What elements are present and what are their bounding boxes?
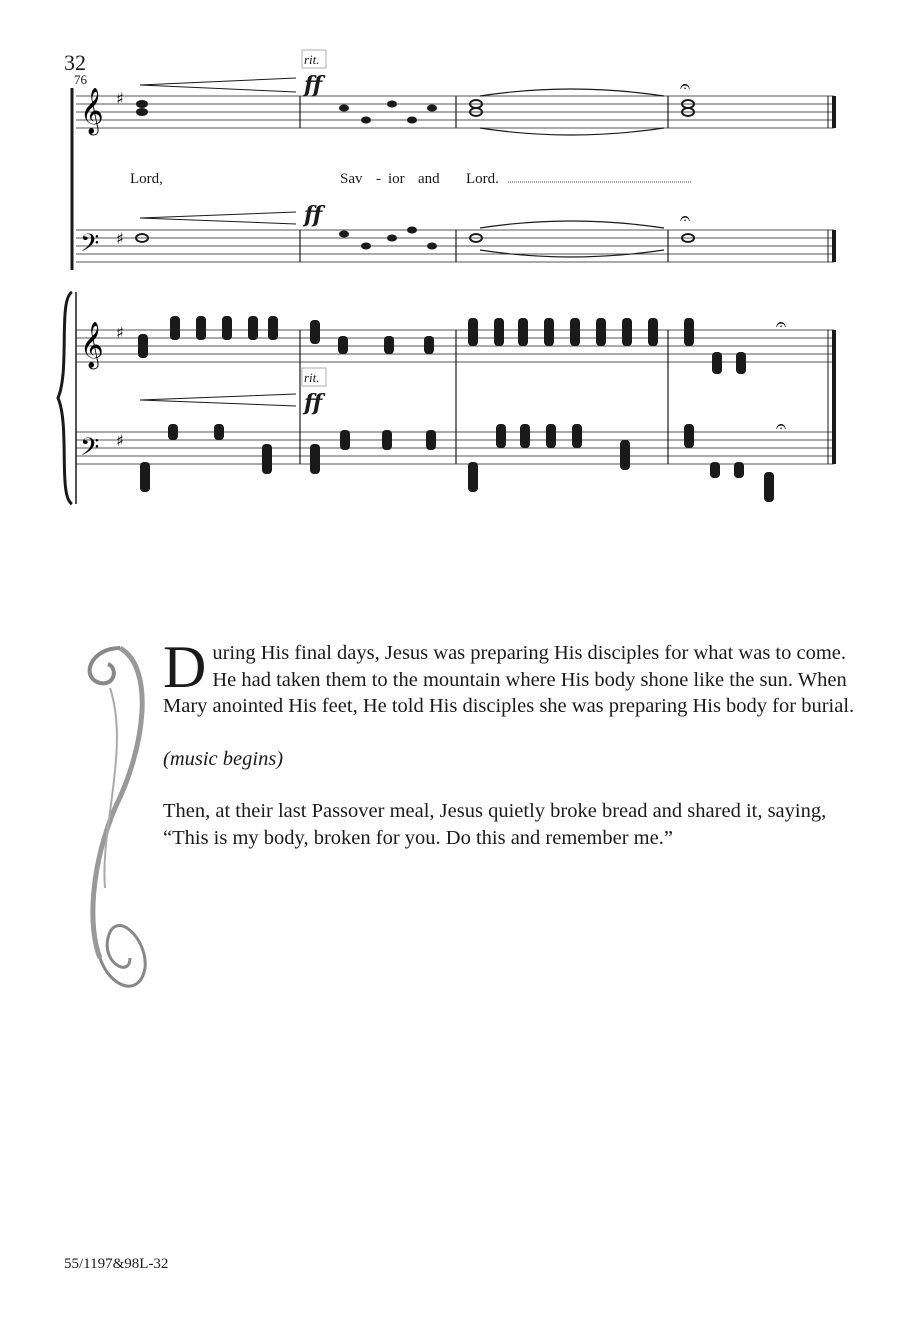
music-score — [0, 0, 900, 520]
piano-brace — [58, 292, 72, 504]
lyric-word: - — [376, 171, 381, 187]
rit-marking-top: rit. — [304, 52, 320, 67]
sharp-icon: ♯ — [116, 89, 124, 108]
fermata-icon: 𝄐 — [680, 208, 691, 229]
dynamic-ff-piano: ff — [304, 390, 323, 416]
fermata-icon: 𝄐 — [776, 314, 787, 335]
staff-bass-choir — [76, 230, 834, 262]
drop-cap: D — [163, 634, 207, 700]
lyric-word: Lord. — [466, 171, 499, 187]
treble-clef-icon: 𝄞 — [80, 322, 104, 368]
bass-clef-icon: 𝄢 — [80, 229, 100, 264]
sharp-icon: ♯ — [116, 229, 124, 248]
sharp-icon: ♯ — [116, 323, 124, 342]
narration-text — [163, 634, 863, 877]
narration-paragraph-2: Then, at their last Passover meal, Jesus quietly broke bread and shared it, saying, “This is my body, broken for you. Do this and remember me.” — [163, 800, 827, 849]
choir-notes — [136, 100, 694, 250]
crescendo-hairpins — [140, 78, 296, 406]
lyric-word: ior — [388, 171, 405, 187]
rit-marking-piano: rit. — [304, 370, 320, 385]
bass-clef-icon: 𝄢 — [80, 433, 100, 468]
final-barline — [828, 96, 834, 464]
ties — [480, 89, 664, 257]
lyric-word: Lord, — [130, 171, 163, 187]
measure-number: 76 — [74, 72, 87, 87]
music-cue: (music begins) — [163, 747, 284, 770]
paragraph-1-text: uring His final days, Jesus was preparing His disciples for what was to come. He had taken them to the mountain where His body shone like the sun. When Mary anointed His feet, He told His disciples she was preparing His body for burial. — [163, 642, 855, 717]
dynamic-ff-mid: ff — [304, 202, 323, 228]
fermata-icon: 𝄐 — [776, 416, 787, 437]
sharp-icon: ♯ — [116, 431, 124, 450]
page-number: 32 — [64, 50, 86, 75]
decorative-flourish — [60, 628, 170, 1008]
staff-treble-choir — [76, 96, 834, 128]
footer-code: 55/1197&98L-32 — [64, 1256, 169, 1272]
dynamic-ff-top: ff — [304, 72, 323, 98]
lyric-word: Sav — [340, 171, 363, 187]
narration-paragraph-1 — [163, 634, 863, 720]
treble-clef-icon: 𝄞 — [80, 88, 104, 134]
lyric-word: and — [418, 171, 440, 187]
fermata-icon: 𝄐 — [680, 76, 691, 97]
staff-piano-bass — [76, 432, 834, 464]
barlines — [300, 96, 668, 464]
